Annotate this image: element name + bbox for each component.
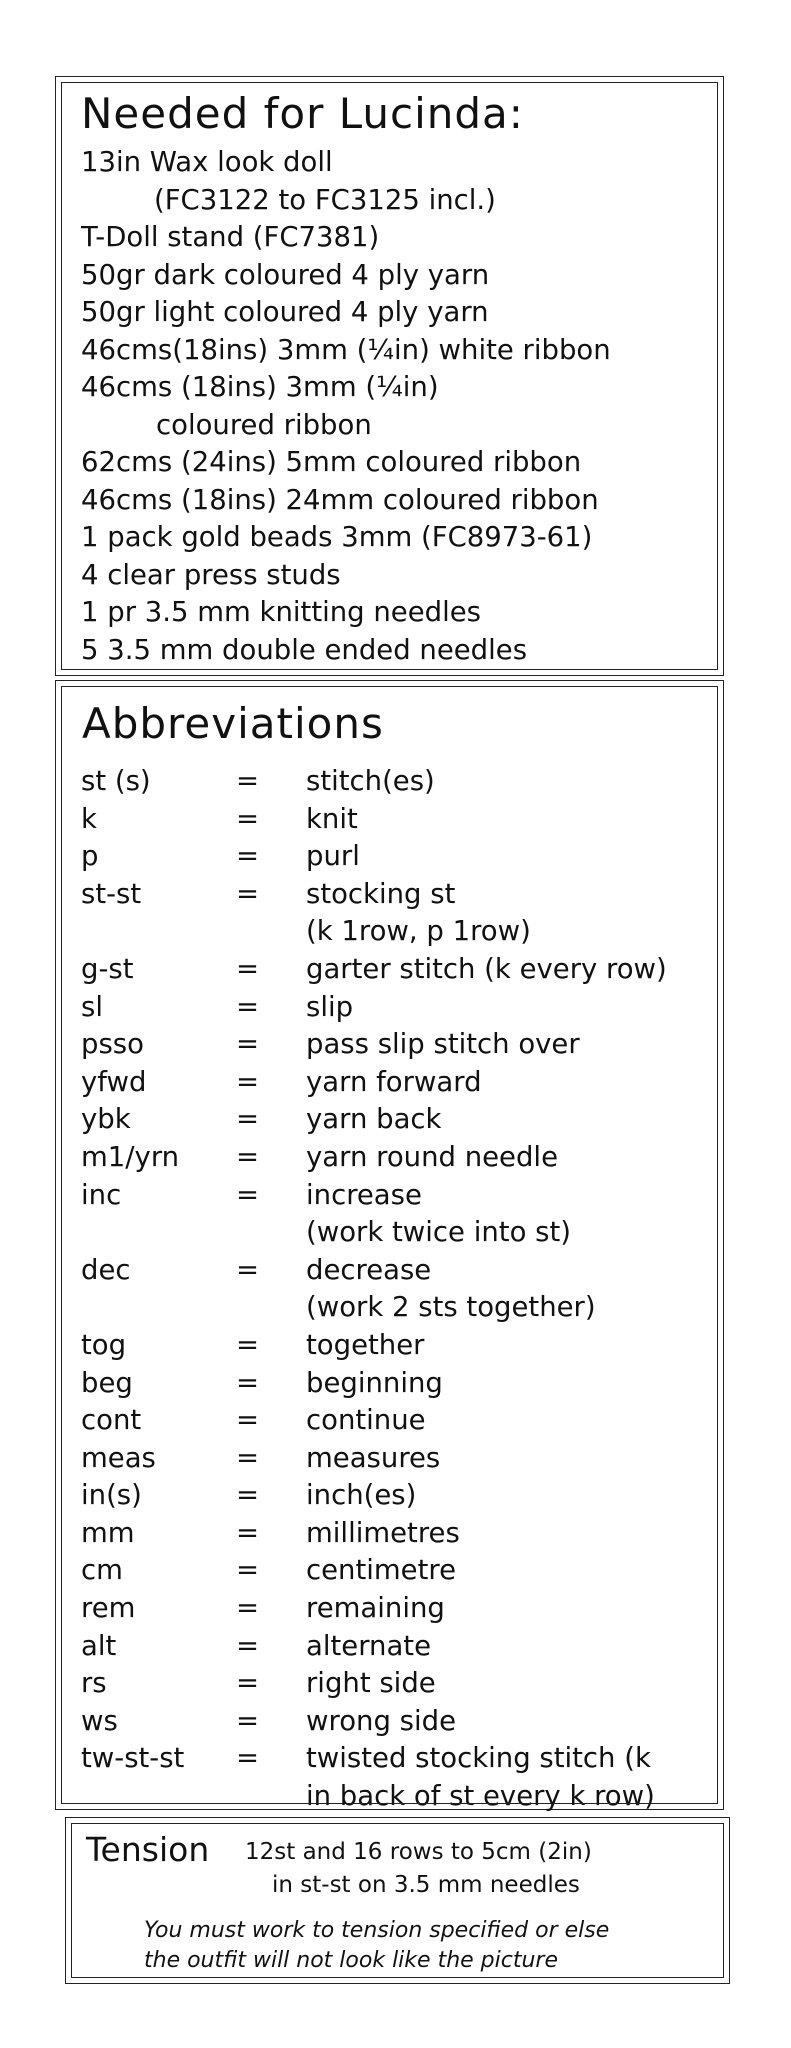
abbreviation-definition: knit (306, 802, 358, 835)
equals-sign: = (236, 1328, 260, 1361)
abbreviations-panel (55, 680, 724, 1813)
abbreviation-definition: purl (306, 840, 360, 873)
abbreviation-definition: (k 1row, p 1row) (306, 915, 531, 948)
abbreviation-term: ybk (81, 1103, 131, 1136)
equals-sign: = (236, 1667, 260, 1700)
abbreviation-definition: yarn back (306, 1103, 442, 1136)
list-item: 50gr light coloured 4 ply yarn (81, 296, 489, 328)
abbreviation-term: cont (81, 1404, 142, 1437)
abbreviation-definition: garter stitch (k every row) (306, 952, 667, 985)
abbreviation-definition: yarn forward (306, 1065, 482, 1098)
abbreviation-definition: measures (306, 1441, 441, 1474)
list-item: 46cms (18ins) 24mm coloured ribbon (81, 483, 599, 516)
equals-sign: = (236, 1140, 260, 1173)
list-item: coloured ribbon (156, 408, 372, 441)
abbreviation-definition: stitch(es) (306, 765, 435, 797)
abbreviation-definition: twisted stocking stitch (k (306, 1742, 651, 1775)
equals-sign: = (236, 1441, 260, 1474)
equals-sign: = (236, 1404, 260, 1437)
abbreviation-term: rem (81, 1592, 136, 1625)
abbreviation-term: g-st (81, 952, 134, 985)
abbreviation-definition: millimetres (306, 1516, 460, 1549)
abbreviation-term: cm (81, 1554, 123, 1587)
abbreviation-term: yfwd (81, 1065, 147, 1098)
abbreviation-definition: increase (306, 1178, 422, 1211)
abbreviation-term: sl (81, 990, 103, 1023)
list-item: 46cms (18ins) 3mm (¼in) (81, 371, 439, 403)
abbreviation-term: st-st (81, 877, 142, 910)
abbreviation-term: dec (81, 1253, 131, 1286)
equals-sign: = (236, 1592, 260, 1625)
equals-sign: = (236, 1742, 260, 1775)
list-item: 62cms (24ins) 5mm coloured ribbon (81, 446, 582, 478)
abbreviation-term: p (81, 840, 99, 873)
abbreviation-term: tog (81, 1328, 127, 1361)
equals-sign: = (236, 1704, 260, 1737)
equals-sign: = (236, 1629, 260, 1662)
equals-sign: = (236, 802, 260, 835)
equals-sign: = (236, 877, 260, 910)
equals-sign: = (236, 1366, 260, 1399)
list-item: 13in Wax look doll (81, 146, 333, 178)
abbreviation-definition: continue (306, 1404, 426, 1437)
abbreviation-term: tw-st-st (81, 1742, 185, 1775)
equals-sign: = (236, 1516, 260, 1549)
abbreviation-definition: slip (306, 990, 354, 1023)
abbreviation-definition: stocking st (306, 877, 456, 910)
equals-sign: = (236, 1103, 260, 1136)
abbreviation-term: ws (81, 1704, 118, 1737)
equals-sign: = (236, 1065, 260, 1098)
equals-sign: = (236, 1554, 260, 1587)
abbreviation-definition: pass slip stitch over (306, 1028, 580, 1061)
abbreviation-term: in(s) (81, 1479, 142, 1512)
abbreviation-term: inc (81, 1178, 122, 1211)
abbreviation-term: beg (81, 1366, 133, 1399)
abbreviation-definition: decrease (306, 1253, 432, 1286)
abbreviation-term: rs (81, 1667, 107, 1700)
list-item: 50gr dark coloured 4 ply yarn (81, 258, 490, 291)
abbreviation-definition: (work twice into st) (306, 1216, 571, 1249)
equals-sign: = (236, 990, 260, 1023)
abbreviation-definition: yarn round needle (306, 1140, 558, 1173)
list-item: 46cms(18ins) 3mm (¼in) white ribbon (81, 333, 611, 366)
abbreviation-term: st (s) (81, 765, 151, 797)
equals-sign: = (236, 765, 260, 797)
equals-sign: = (236, 840, 260, 873)
needed-title: Needed for Lucinda: (81, 89, 524, 138)
abbreviation-term: mm (81, 1516, 135, 1549)
abbreviation-definition: together (306, 1328, 425, 1361)
abbreviation-definition: centimetre (306, 1554, 457, 1587)
equals-sign: = (236, 952, 260, 985)
abbreviation-definition: alternate (306, 1629, 431, 1662)
list-item: (FC3122 to FC3125 incl.) (154, 183, 496, 216)
needed-for-lucinda-panel (55, 76, 724, 676)
abbreviation-term: k (81, 802, 97, 835)
abbreviation-definition: wrong side (306, 1704, 456, 1737)
abbreviation-definition: right side (306, 1667, 436, 1700)
abbreviation-definition: beginning (306, 1366, 443, 1399)
list-item: T-Doll stand (FC7381) (81, 221, 380, 253)
abbreviation-definition: remaining (306, 1592, 445, 1625)
list-item: 5 3.5 mm double ended needles (81, 633, 528, 666)
abbreviation-term: alt (81, 1629, 117, 1662)
abbreviation-definition: (work 2 sts together) (306, 1291, 596, 1324)
equals-sign: = (236, 1253, 260, 1286)
equals-sign: = (236, 1479, 260, 1512)
list-item: 4 clear press studs (81, 558, 341, 591)
tension-gauge-text: 12st and 16 rows to 5cm (2in) (245, 1839, 592, 1865)
equals-sign: = (236, 1178, 260, 1211)
equals-sign: = (236, 1028, 260, 1061)
tension-label: Tension (86, 1830, 210, 1869)
abbreviation-definition: in back of st every k row) (306, 1780, 655, 1813)
tension-warning-line-1: You must work to tension specified or else (144, 1918, 610, 1943)
list-item: 1 pr 3.5 mm knitting needles (81, 596, 481, 628)
materials-list (81, 144, 611, 669)
abbreviation-definition: inch(es) (306, 1479, 417, 1512)
abbreviation-term: psso (81, 1028, 144, 1061)
tension-needle-text: in st-st on 3.5 mm needles (272, 1872, 580, 1898)
tension-panel (65, 1817, 730, 1984)
abbreviation-term: m1/yrn (81, 1140, 180, 1173)
tension-warning-line-2: the outfit will not look like the picture (144, 1948, 558, 1973)
list-item: 1 pack gold beads 3mm (FC8973-61) (81, 521, 593, 553)
abbreviations-title: Abbreviations (82, 699, 384, 748)
abbreviation-term: meas (81, 1441, 156, 1474)
